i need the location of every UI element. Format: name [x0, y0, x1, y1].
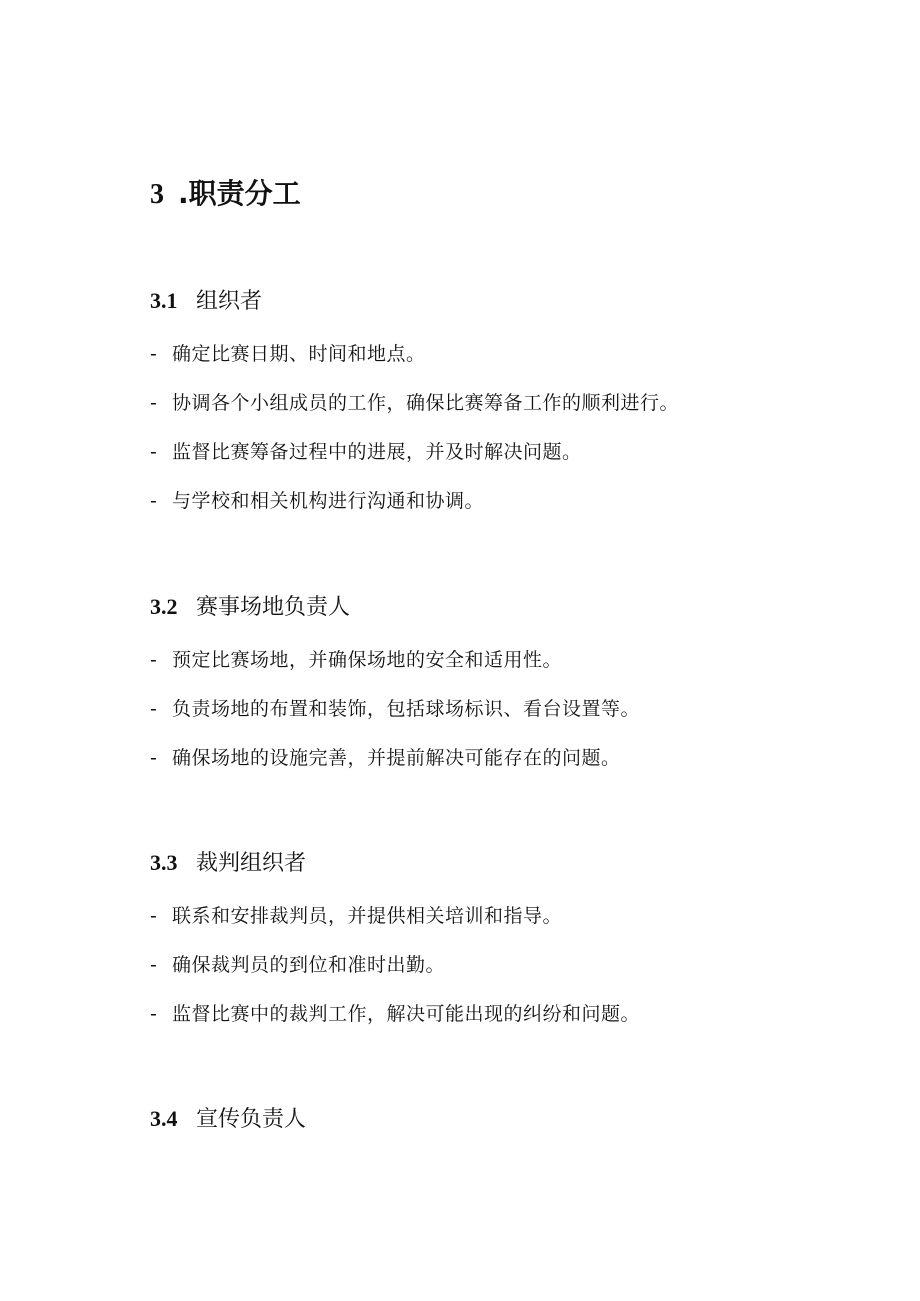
list-item — [150, 693, 640, 725]
bullet-dash: - — [150, 343, 158, 365]
list-item-text: 与学校和相关机构进行沟通和协调。 — [172, 490, 485, 512]
list-item — [150, 949, 445, 981]
list-item — [150, 338, 426, 370]
list-item-text: 监督比赛中的裁判工作，解决可能出现的纠纷和问题。 — [172, 1003, 641, 1025]
section-heading-text: .职责分工 — [178, 177, 301, 210]
list-item-text: 协调各个小组成员的工作，确保比赛筹备工作的顺利进行。 — [172, 392, 680, 414]
subsection-number: 3.3 — [150, 850, 178, 875]
bullet-dash: - — [150, 649, 158, 671]
subsection-title: 裁判组织者 — [196, 851, 307, 876]
list-item — [150, 485, 484, 517]
list-item — [150, 742, 621, 774]
list-item-text: 确保场地的设施完善，并提前解决可能存在的问题。 — [172, 747, 621, 769]
subsection-heading-3-3 — [150, 846, 306, 881]
list-item-text: 监督比赛筹备过程中的进展，并及时解决问题。 — [172, 441, 582, 463]
section-heading — [150, 172, 301, 217]
subsection-number: 3.2 — [150, 594, 178, 619]
bullet-dash: - — [150, 905, 158, 927]
subsection-number: 3.1 — [150, 288, 178, 313]
list-item-text: 预定比赛场地，并确保场地的安全和适用性。 — [172, 649, 563, 671]
list-item-text: 确定比赛日期、时间和地点。 — [172, 343, 426, 365]
bullet-dash: - — [150, 441, 158, 463]
subsection-heading-3-1 — [150, 284, 262, 319]
subsection-title: 宣传负责人 — [196, 1107, 307, 1132]
list-item-text: 确保裁判员的到位和准时出勤。 — [172, 954, 446, 976]
subsection-number: 3.4 — [150, 1106, 178, 1131]
list-item-text: 负责场地的布置和装饰，包括球场标识、看台设置等。 — [172, 698, 641, 720]
bullet-dash: - — [150, 1003, 158, 1025]
list-item-text: 联系和安排裁判员，并提供相关培训和指导。 — [172, 905, 563, 927]
list-item — [150, 900, 562, 932]
list-item — [150, 436, 582, 468]
bullet-dash: - — [150, 954, 158, 976]
bullet-dash: - — [150, 392, 158, 414]
subsection-title: 赛事场地负责人 — [196, 595, 351, 620]
list-item — [150, 998, 640, 1030]
subsection-title: 组织者 — [196, 289, 263, 314]
subsection-heading-3-4 — [150, 1102, 306, 1137]
section-number: 3 — [150, 179, 164, 210]
list-item — [150, 644, 562, 676]
bullet-dash: - — [150, 747, 158, 769]
bullet-dash: - — [150, 698, 158, 720]
bullet-dash: - — [150, 490, 158, 512]
list-item — [150, 387, 679, 419]
subsection-heading-3-2 — [150, 590, 350, 625]
